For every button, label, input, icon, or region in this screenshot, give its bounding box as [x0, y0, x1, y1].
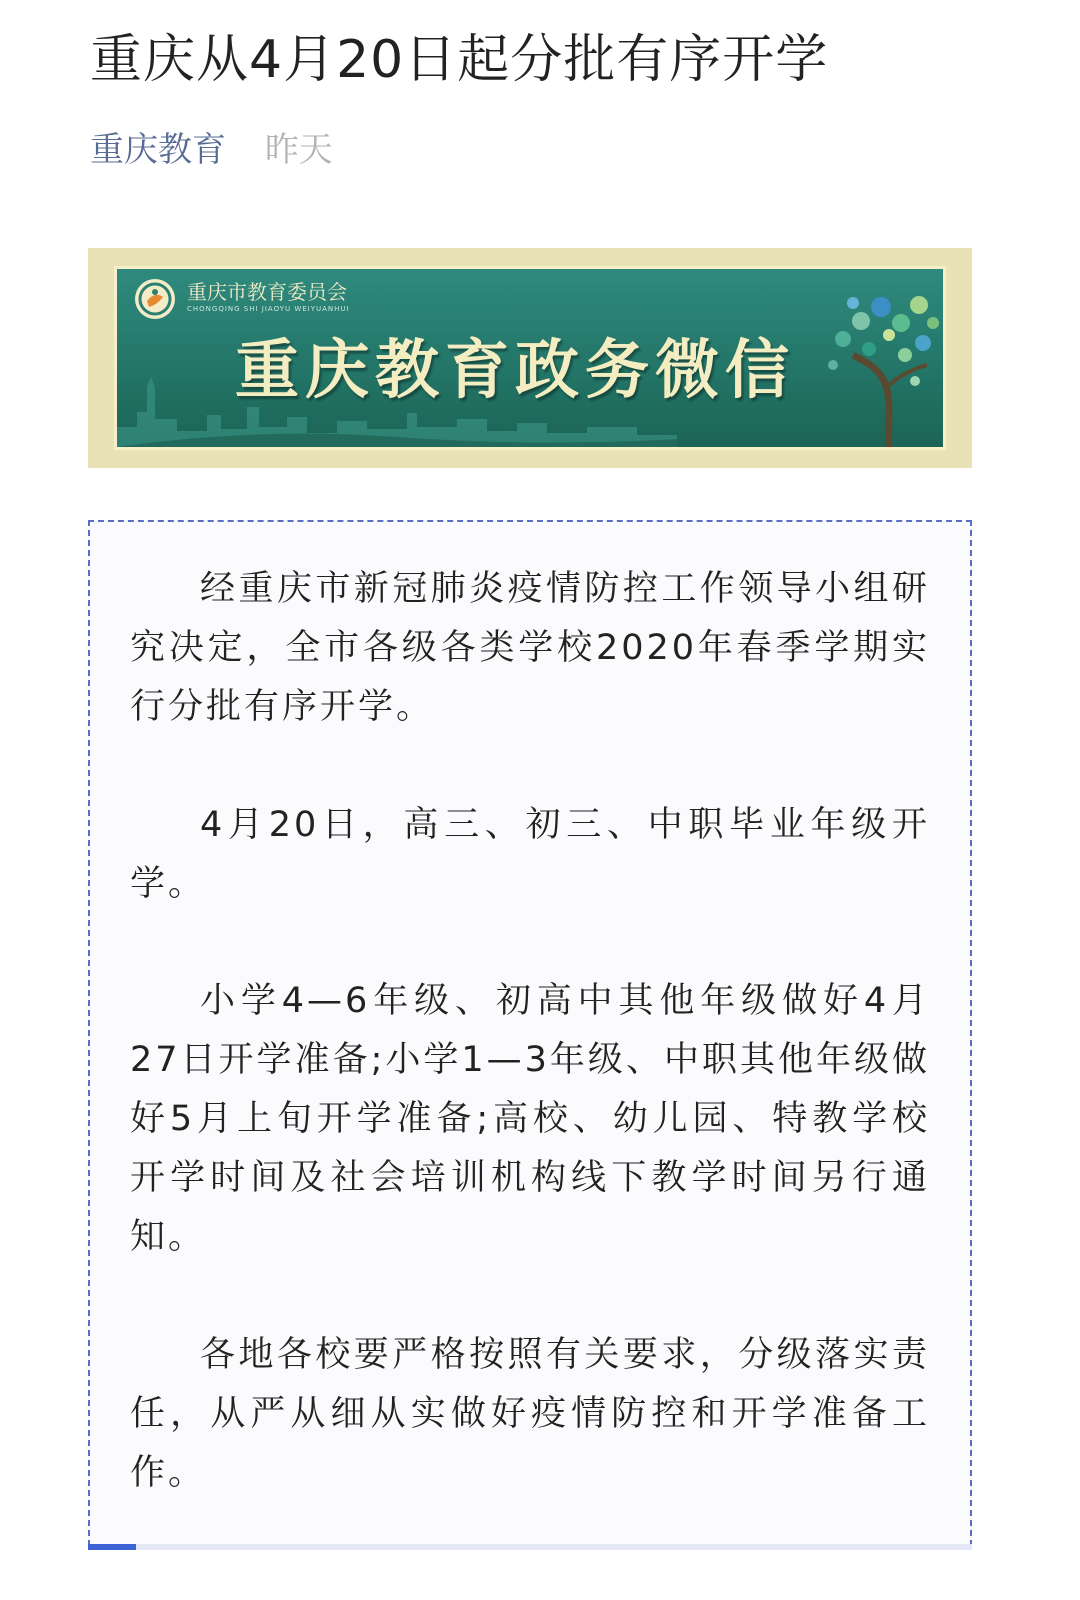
bottom-accent-bar: [88, 1544, 136, 1550]
banner-org-pinyin: CHONGQING SHI JIAOYU WEIYUANHUI: [187, 305, 350, 313]
banner-panel: [114, 266, 946, 450]
header-banner: [88, 248, 972, 468]
paragraph-2: 4月20日，高三、初三、中职毕业年级开学。: [130, 805, 930, 904]
article-content-box: [88, 520, 972, 1546]
paragraph-3: 小学4—6年级、初高中其他年级做好4月27日开学准备;小学1—3年级、中职其他年级做好5月上旬开学准备;高校、幼儿园、特教学校开学时间及社会培训机构线下教学时间另行通知。: [130, 981, 930, 1257]
paragraph-1: 经重庆市新冠肺炎疫情防控工作领导小组研究决定，全市各级各类学校2020年春季学期实行分批有序开学。: [130, 569, 930, 727]
article-title: 重庆从4月20日起分批有序开学: [90, 30, 829, 90]
article-meta: [90, 126, 333, 174]
education-commission-logo-icon: [133, 277, 177, 321]
tree-graphic: [803, 269, 943, 449]
account-name-link[interactable]: 重庆教育: [90, 130, 226, 170]
banner-org-name: 重庆市教育委员会: [187, 280, 347, 304]
paragraph-4: 各地各校要严格按照有关要求，分级落实责任，从严从细从实做好疫情防控和开学准备工作。: [130, 1335, 930, 1493]
banner-title: 重庆教育政务微信: [235, 334, 795, 408]
publish-time: 昨天: [264, 130, 333, 170]
bottom-divider: [88, 1544, 972, 1550]
